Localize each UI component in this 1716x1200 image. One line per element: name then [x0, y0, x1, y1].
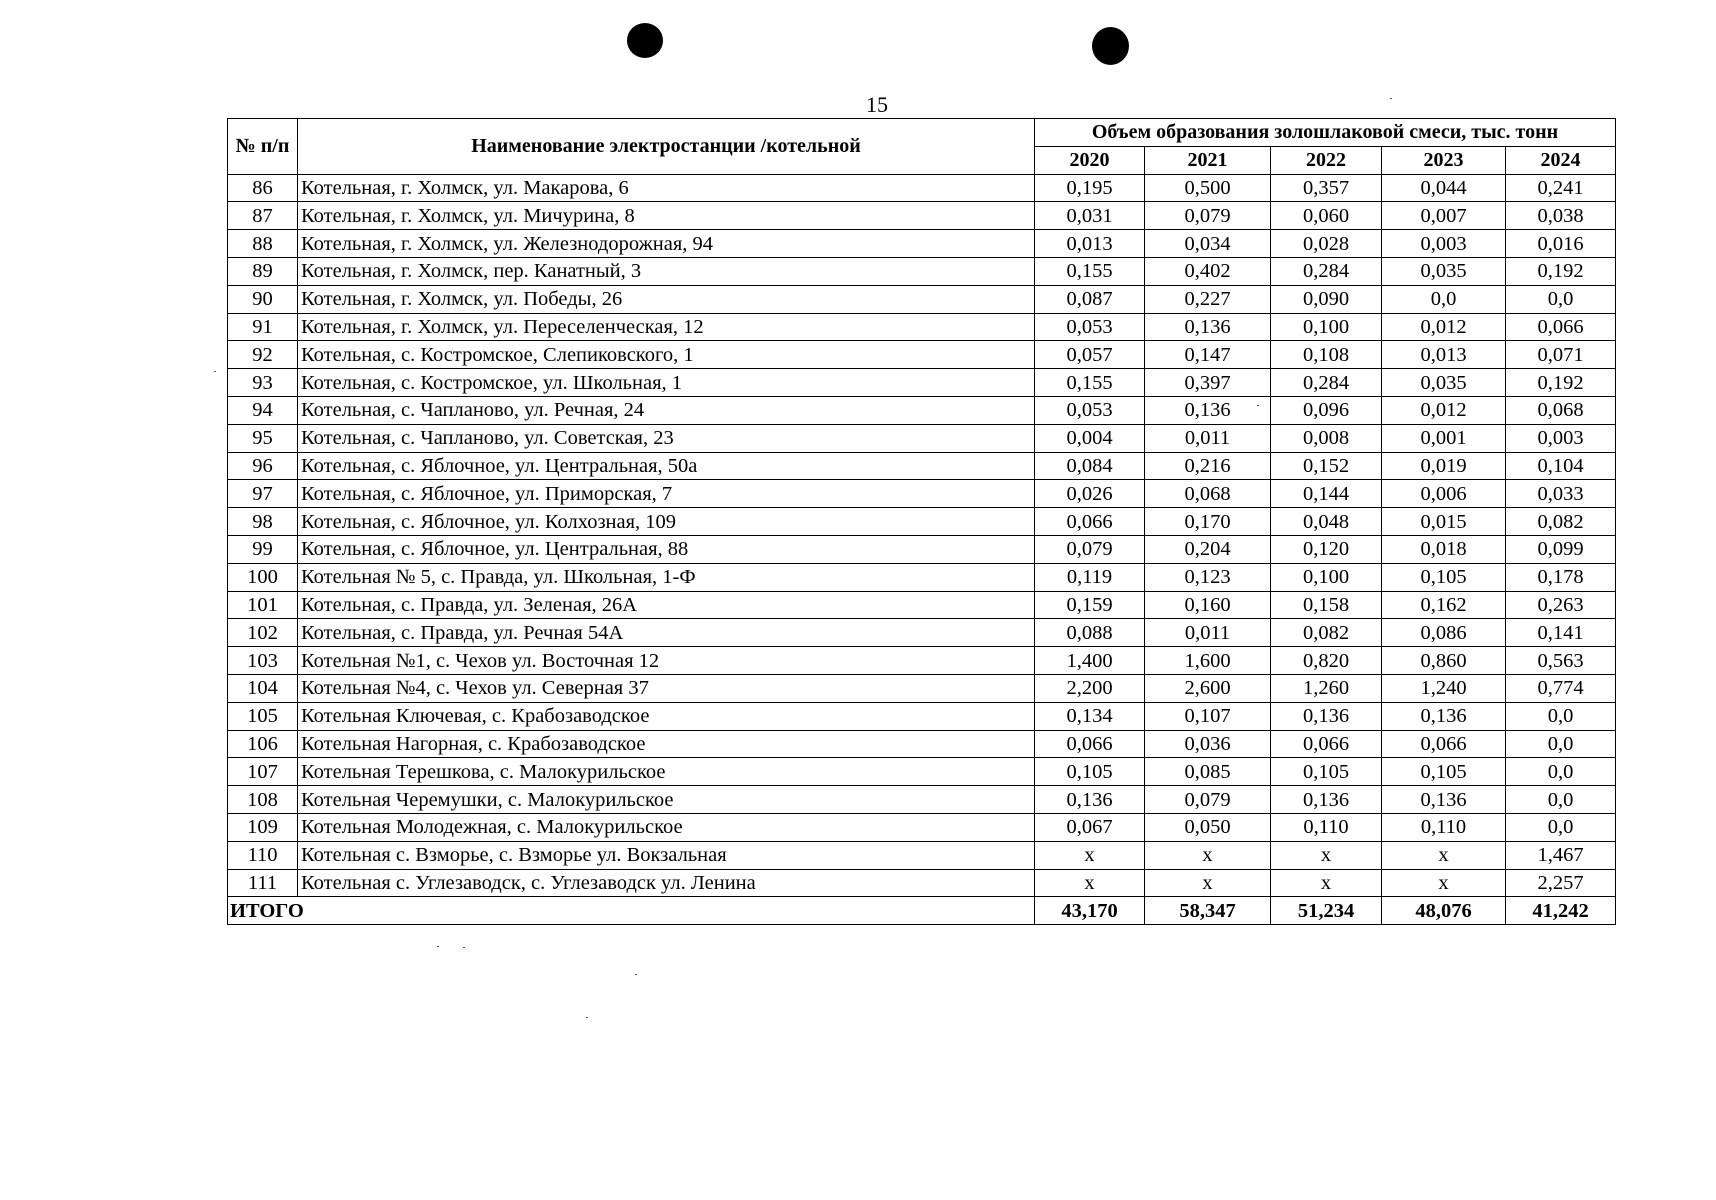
emissions-table — [227, 118, 1616, 925]
year-value: 1,400 — [1035, 647, 1145, 675]
station-name: Котельная, с. Правда, ул. Речная 54А — [298, 619, 1035, 647]
row-number: 104 — [228, 674, 298, 702]
row-number: 103 — [228, 647, 298, 675]
year-value: 0,006 — [1382, 480, 1506, 508]
table-row — [228, 174, 1616, 202]
row-number: 110 — [228, 841, 298, 869]
year-value: 0,100 — [1271, 563, 1382, 591]
year-value: 0,0 — [1506, 758, 1616, 786]
year-value: 1,240 — [1382, 674, 1506, 702]
year-value: 0,119 — [1035, 563, 1145, 591]
year-value: 0,0 — [1382, 285, 1506, 313]
year-value: 0,038 — [1506, 202, 1616, 230]
scan-speck — [437, 946, 439, 947]
table-row — [228, 702, 1616, 730]
year-value: 0,178 — [1506, 563, 1616, 591]
year-value: 0,044 — [1382, 174, 1506, 202]
year-value: 0,136 — [1382, 702, 1506, 730]
table-row — [228, 813, 1616, 841]
year-value: 0,053 — [1035, 396, 1145, 424]
table-row — [228, 285, 1616, 313]
year-value: 0,105 — [1382, 758, 1506, 786]
year-value: 0,068 — [1506, 396, 1616, 424]
year-value: х — [1271, 869, 1382, 897]
year-value: 0,107 — [1145, 702, 1271, 730]
station-name: Котельная, г. Холмск, ул. Победы, 26 — [298, 285, 1035, 313]
year-value: 0,079 — [1145, 786, 1271, 814]
year-value: 0,034 — [1145, 230, 1271, 258]
year-value: х — [1145, 869, 1271, 897]
station-name: Котельная Нагорная, с. Крабозаводское — [298, 730, 1035, 758]
year-value: 0,110 — [1382, 813, 1506, 841]
year-value: 0,013 — [1382, 341, 1506, 369]
year-value: 0,357 — [1271, 174, 1382, 202]
year-value: 0,084 — [1035, 452, 1145, 480]
table-row — [228, 786, 1616, 814]
row-number: 111 — [228, 869, 298, 897]
row-number: 109 — [228, 813, 298, 841]
year-value: 0,013 — [1035, 230, 1145, 258]
year-value: 1,600 — [1145, 647, 1271, 675]
year-value: 0,026 — [1035, 480, 1145, 508]
table-row — [228, 563, 1616, 591]
station-name: Котельная Терешкова, с. Малокурильское — [298, 758, 1035, 786]
table-header — [228, 119, 1616, 175]
row-number: 96 — [228, 452, 298, 480]
year-value: 0,192 — [1506, 369, 1616, 397]
header-year: 2023 — [1382, 146, 1506, 174]
year-value: 0,160 — [1145, 591, 1271, 619]
year-value: 0,136 — [1035, 786, 1145, 814]
station-name: Котельная, с. Костромское, Слепиковского, 1 — [298, 341, 1035, 369]
year-value: 0,136 — [1382, 786, 1506, 814]
row-number: 87 — [228, 202, 298, 230]
year-value: 0,144 — [1271, 480, 1382, 508]
year-value: 0,048 — [1271, 508, 1382, 536]
year-value: 0,018 — [1382, 535, 1506, 563]
year-value: 0,134 — [1035, 702, 1145, 730]
header-num: № п/п — [228, 119, 298, 175]
table-row — [228, 619, 1616, 647]
year-value: 2,257 — [1506, 869, 1616, 897]
year-value: 0,0 — [1506, 813, 1616, 841]
total-value: 58,347 — [1145, 897, 1271, 925]
table-row — [228, 730, 1616, 758]
page-number — [0, 92, 1716, 118]
year-value: 0,003 — [1382, 230, 1506, 258]
year-value: 0,066 — [1035, 508, 1145, 536]
year-value: 0,136 — [1145, 313, 1271, 341]
table-row — [228, 369, 1616, 397]
year-value: х — [1271, 841, 1382, 869]
year-value: 0,031 — [1035, 202, 1145, 230]
year-value: 0,141 — [1506, 619, 1616, 647]
scan-speck — [214, 371, 216, 372]
year-value: 0,001 — [1382, 424, 1506, 452]
year-value: 0,120 — [1271, 535, 1382, 563]
year-value: 0,079 — [1145, 202, 1271, 230]
year-value: 0,096 — [1271, 396, 1382, 424]
header-year: 2020 — [1035, 146, 1145, 174]
table-row — [228, 313, 1616, 341]
year-value: 0,195 — [1035, 174, 1145, 202]
year-value: 0,035 — [1382, 369, 1506, 397]
year-value: 0,087 — [1035, 285, 1145, 313]
year-value: 0,147 — [1145, 341, 1271, 369]
table-row — [228, 396, 1616, 424]
total-value: 51,234 — [1271, 897, 1382, 925]
year-value: 0,015 — [1382, 508, 1506, 536]
row-number: 91 — [228, 313, 298, 341]
header-year: 2024 — [1506, 146, 1616, 174]
year-value: 0,402 — [1145, 257, 1271, 285]
year-value: 0,067 — [1035, 813, 1145, 841]
year-value: 0,082 — [1506, 508, 1616, 536]
table-footer — [228, 897, 1616, 925]
year-value: 0,136 — [1271, 786, 1382, 814]
year-value: 0,0 — [1506, 285, 1616, 313]
year-value: 0,088 — [1035, 619, 1145, 647]
station-name: Котельная, с. Чапланово, ул. Речная, 24 — [298, 396, 1035, 424]
year-value: 0,136 — [1271, 702, 1382, 730]
year-value: 0,123 — [1145, 563, 1271, 591]
year-value: 0,105 — [1271, 758, 1382, 786]
station-name: Котельная, с. Чапланово, ул. Советская, 23 — [298, 424, 1035, 452]
year-value: 0,016 — [1506, 230, 1616, 258]
year-value: 0,162 — [1382, 591, 1506, 619]
year-value: х — [1382, 869, 1506, 897]
year-value: 1,467 — [1506, 841, 1616, 869]
station-name: Котельная, г. Холмск, ул. Переселенческая, 12 — [298, 313, 1035, 341]
year-value: 0,158 — [1271, 591, 1382, 619]
year-value: 0,155 — [1035, 369, 1145, 397]
year-value: 0,071 — [1506, 341, 1616, 369]
total-label: ИТОГО — [228, 897, 1035, 925]
header-row-group — [228, 119, 1616, 147]
year-value: 0,563 — [1506, 647, 1616, 675]
row-number: 108 — [228, 786, 298, 814]
year-value: 0,028 — [1271, 230, 1382, 258]
year-value: 0,012 — [1382, 313, 1506, 341]
table-row — [228, 452, 1616, 480]
year-value: 0,012 — [1382, 396, 1506, 424]
year-value: 0,082 — [1271, 619, 1382, 647]
year-value: 0,011 — [1145, 424, 1271, 452]
year-value: 0,007 — [1382, 202, 1506, 230]
scan-speck — [635, 974, 637, 975]
table-row — [228, 508, 1616, 536]
year-value: 0,192 — [1506, 257, 1616, 285]
station-name: Котельная, с. Яблочное, ул. Приморская, 7 — [298, 480, 1035, 508]
year-value: 0,035 — [1382, 257, 1506, 285]
table-row — [228, 869, 1616, 897]
page-number-text: 15 — [866, 92, 888, 117]
station-name: Котельная с. Углезаводск, с. Углезаводск ул. Ленина — [298, 869, 1035, 897]
year-value: 0,004 — [1035, 424, 1145, 452]
year-value: 0,008 — [1271, 424, 1382, 452]
header-volume-group: Объем образования золошлаковой смеси, тыс. тонн — [1035, 119, 1616, 147]
year-value: 2,600 — [1145, 674, 1271, 702]
year-value: 0,216 — [1145, 452, 1271, 480]
year-value: 0,0 — [1506, 702, 1616, 730]
total-row — [228, 897, 1616, 925]
year-value: 0,170 — [1145, 508, 1271, 536]
year-value: 0,105 — [1035, 758, 1145, 786]
year-value: 0,104 — [1506, 452, 1616, 480]
header-year: 2021 — [1145, 146, 1271, 174]
table-row — [228, 257, 1616, 285]
year-value: 0,033 — [1506, 480, 1616, 508]
station-name: Котельная № 5, с. Правда, ул. Школьная, 1-Ф — [298, 563, 1035, 591]
table-row — [228, 841, 1616, 869]
year-value: 0,263 — [1506, 591, 1616, 619]
station-name: Котельная, с. Правда, ул. Зеленая, 26А — [298, 591, 1035, 619]
year-value: 0,110 — [1271, 813, 1382, 841]
table-body — [228, 174, 1616, 897]
station-name: Котельная, с. Яблочное, ул. Центральная, 50а — [298, 452, 1035, 480]
year-value: 0,068 — [1145, 480, 1271, 508]
year-value: 0,284 — [1271, 257, 1382, 285]
row-number: 89 — [228, 257, 298, 285]
year-value: 0,011 — [1145, 619, 1271, 647]
row-number: 101 — [228, 591, 298, 619]
row-number: 90 — [228, 285, 298, 313]
year-value: 0,820 — [1271, 647, 1382, 675]
station-name: Котельная №4, с. Чехов ул. Северная 37 — [298, 674, 1035, 702]
total-value: 43,170 — [1035, 897, 1145, 925]
year-value: 0,204 — [1145, 535, 1271, 563]
year-value: 0,060 — [1271, 202, 1382, 230]
scan-speck — [463, 947, 465, 948]
year-value: 0,397 — [1145, 369, 1271, 397]
row-number: 95 — [228, 424, 298, 452]
total-value: 48,076 — [1382, 897, 1506, 925]
year-value: 1,260 — [1271, 674, 1382, 702]
table-row — [228, 647, 1616, 675]
punch-hole-left — [627, 23, 663, 58]
station-name: Котельная, г. Холмск, пер. Канатный, 3 — [298, 257, 1035, 285]
year-value: 0,019 — [1382, 452, 1506, 480]
year-value: х — [1382, 841, 1506, 869]
table-row — [228, 480, 1616, 508]
year-value: 0,136 — [1145, 396, 1271, 424]
year-value: 0,241 — [1506, 174, 1616, 202]
year-value: 0,079 — [1035, 535, 1145, 563]
year-value: 0,099 — [1506, 535, 1616, 563]
year-value: х — [1035, 869, 1145, 897]
station-name: Котельная, г. Холмск, ул. Мичурина, 8 — [298, 202, 1035, 230]
year-value: 0,108 — [1271, 341, 1382, 369]
year-value: 0,100 — [1271, 313, 1382, 341]
year-value: 0,090 — [1271, 285, 1382, 313]
station-name: Котельная Черемушки, с. Малокурильское — [298, 786, 1035, 814]
year-value: 2,200 — [1035, 674, 1145, 702]
station-name: Котельная, г. Холмск, ул. Железнодорожная, 94 — [298, 230, 1035, 258]
table-row — [228, 535, 1616, 563]
row-number: 105 — [228, 702, 298, 730]
row-number: 86 — [228, 174, 298, 202]
row-number: 107 — [228, 758, 298, 786]
row-number: 92 — [228, 341, 298, 369]
year-value: 0,860 — [1382, 647, 1506, 675]
year-value: 0,057 — [1035, 341, 1145, 369]
station-name: Котельная №1, с. Чехов ул. Восточная 12 — [298, 647, 1035, 675]
year-value: х — [1145, 841, 1271, 869]
station-name: Котельная, с. Яблочное, ул. Колхозная, 109 — [298, 508, 1035, 536]
year-value: 0,050 — [1145, 813, 1271, 841]
year-value: 0,066 — [1506, 313, 1616, 341]
row-number: 102 — [228, 619, 298, 647]
year-value: 0,774 — [1506, 674, 1616, 702]
total-value: 41,242 — [1506, 897, 1616, 925]
year-value: 0,086 — [1382, 619, 1506, 647]
station-name: Котельная, г. Холмск, ул. Макарова, 6 — [298, 174, 1035, 202]
year-value: 0,500 — [1145, 174, 1271, 202]
year-value: 0,105 — [1382, 563, 1506, 591]
row-number: 94 — [228, 396, 298, 424]
year-value: 0,155 — [1035, 257, 1145, 285]
year-value: 0,159 — [1035, 591, 1145, 619]
scan-speck — [586, 1017, 588, 1018]
header-name: Наименование электростанции /котельной — [298, 119, 1035, 175]
year-value: 0,227 — [1145, 285, 1271, 313]
table-row — [228, 424, 1616, 452]
year-value: 0,036 — [1145, 730, 1271, 758]
table-row — [228, 674, 1616, 702]
table-row — [228, 591, 1616, 619]
year-value: 0,066 — [1382, 730, 1506, 758]
year-value: 0,053 — [1035, 313, 1145, 341]
station-name: Котельная, с. Костромское, ул. Школьная, 1 — [298, 369, 1035, 397]
station-name: Котельная Молодежная, с. Малокурильское — [298, 813, 1035, 841]
station-name: Котельная, с. Яблочное, ул. Центральная, 88 — [298, 535, 1035, 563]
table-row — [228, 758, 1616, 786]
table-row — [228, 202, 1616, 230]
row-number: 99 — [228, 535, 298, 563]
year-value: 0,284 — [1271, 369, 1382, 397]
year-value: 0,0 — [1506, 786, 1616, 814]
station-name: Котельная с. Взморье, с. Взморье ул. Вокзальная — [298, 841, 1035, 869]
row-number: 93 — [228, 369, 298, 397]
row-number: 106 — [228, 730, 298, 758]
station-name: Котельная Ключевая, с. Крабозаводское — [298, 702, 1035, 730]
row-number: 97 — [228, 480, 298, 508]
year-value: 0,003 — [1506, 424, 1616, 452]
table-row — [228, 230, 1616, 258]
row-number: 98 — [228, 508, 298, 536]
year-value: 0,152 — [1271, 452, 1382, 480]
year-value: 0,066 — [1271, 730, 1382, 758]
year-value: 0,066 — [1035, 730, 1145, 758]
year-value: 0,0 — [1506, 730, 1616, 758]
table-row — [228, 341, 1616, 369]
punch-hole-right — [1092, 27, 1129, 65]
header-year: 2022 — [1271, 146, 1382, 174]
year-value: х — [1035, 841, 1145, 869]
row-number: 88 — [228, 230, 298, 258]
row-number: 100 — [228, 563, 298, 591]
year-value: 0,085 — [1145, 758, 1271, 786]
